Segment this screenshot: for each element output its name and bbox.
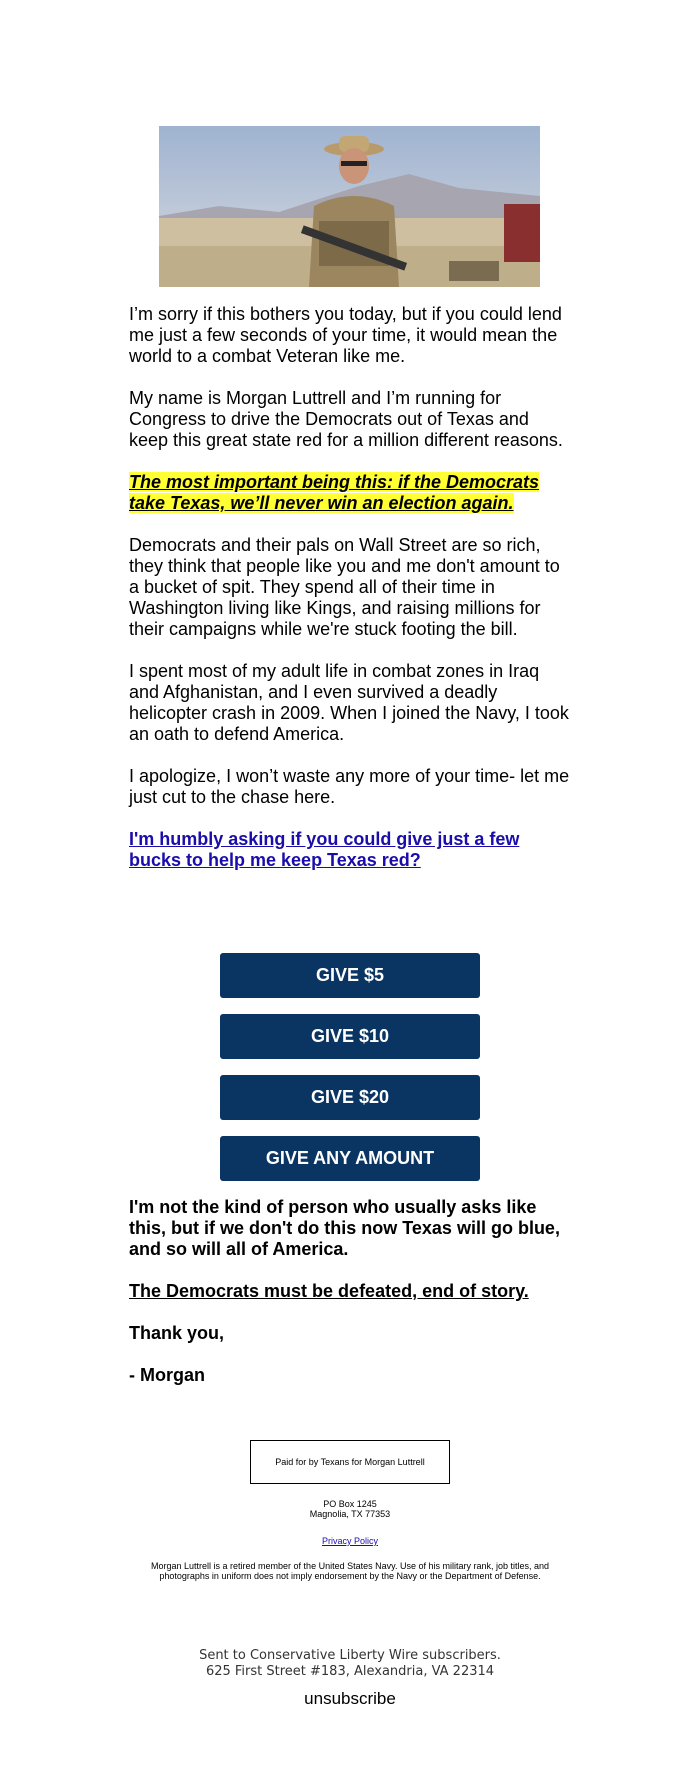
mailing-address-line2: Magnolia, TX 77353 — [309, 1509, 391, 1519]
closing-statement: The Democrats must be defeated, end of story. — [129, 1281, 529, 1301]
give-20-button[interactable]: GIVE $20 — [220, 1075, 480, 1120]
paragraph-name: My name is Morgan Luttrell and I’m running for Congress to drive the Democrats out of Texas and keep this great state red for a million different reasons. — [129, 388, 563, 450]
privacy-row — [0, 1536, 700, 1546]
paragraph-service: I spent most of my adult life in combat zones in Iraq and Afghanistan, and I even survived a deadly helicopter crash in 2009. When I joined the Navy, I took an oath to defend America. — [129, 661, 569, 744]
signature: - Morgan — [129, 1365, 205, 1385]
sent-to-text: Sent to Conservative Liberty Wire subscribers. — [199, 1648, 501, 1663]
hero-photo — [159, 126, 540, 287]
privacy-policy-link[interactable]: Privacy Policy — [321, 1536, 378, 1546]
paid-for-box: Paid for by Texans for Morgan Luttrell — [250, 1440, 450, 1484]
sender-address: 625 First Street #183, Alexandria, VA 22314 — [205, 1664, 495, 1679]
paragraph-apology: I apologize, I won’t waste any more of your time- let me just cut to the chase here. — [129, 766, 570, 807]
give-10-button[interactable]: GIVE $10 — [220, 1014, 480, 1059]
closing-section — [129, 1197, 571, 1386]
closing-paragraph: I'm not the kind of person who usually asks like this, but if we don't do this now Texas will go blue, and so will all of America. — [129, 1197, 560, 1259]
disclaimer: Morgan Luttrell is a retired member of the United States Navy. Use of his military rank, job titles, and photographs in uniform does not imply endorsement by the Navy or the Department of Defense. — [151, 1561, 549, 1581]
ask-paragraph — [129, 829, 571, 871]
paragraph-intro: I’m sorry if this bothers you today, but if you could lend me just a few seconds of your time, it would mean the world to a combat Veteran like me. — [129, 304, 562, 366]
donate-ask-link[interactable]: I'm humbly asking if you could give just a few bucks to help me keep Texas red? — [129, 829, 520, 870]
highlighted-text: The most important being this: if the Democrats take Texas, we’ll never win an election again. — [129, 472, 540, 513]
give-5-button[interactable]: GIVE $5 — [220, 953, 480, 998]
highlight-paragraph — [129, 472, 571, 514]
thanks-text: Thank you, — [129, 1323, 225, 1343]
give-any-amount-button[interactable]: GIVE ANY AMOUNT — [220, 1136, 480, 1181]
mailing-address-line1: PO Box 1245 — [323, 1499, 377, 1509]
letter-body — [129, 304, 571, 871]
paragraph-wall-street: Democrats and their pals on Wall Street are so rich, they think that people like you and me don't amount to a bucket of spit. They spend all of their time in Washington living like Kings, and raising millions for their campaigns while we're stuck footing the bill. — [129, 535, 560, 639]
unsubscribe-link[interactable]: unsubscribe — [304, 1689, 396, 1708]
